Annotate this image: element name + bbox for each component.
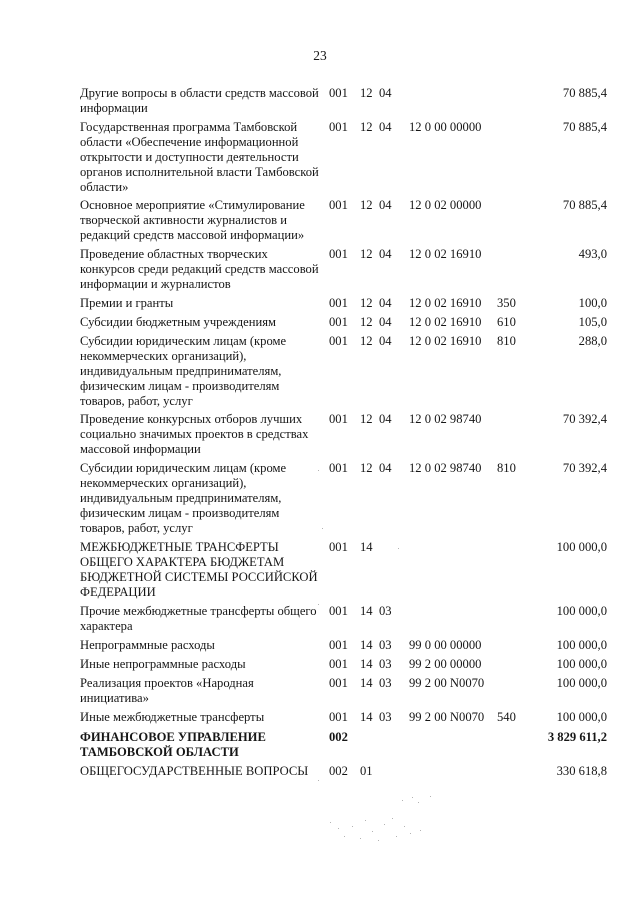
table-cell-name: Основное мероприятие «Стимулирование творческой активности журналистов и редакций средств массовой информации»: [80, 198, 305, 242]
table-cell-part: 001: [329, 412, 348, 426]
scan-speck: [410, 833, 411, 834]
table-cell-expense-type: 810: [497, 461, 516, 475]
scan-speck: [344, 836, 345, 837]
table-cell-amount: 105,0: [578, 315, 607, 329]
table-cell-amount: 100 000,0: [556, 638, 607, 652]
scan-speck: [404, 826, 405, 827]
table-cell-expense-type: 540: [497, 710, 516, 724]
table-cell-part: 001: [329, 198, 348, 212]
scan-speck: [396, 836, 397, 837]
table-cell-amount: 3 829 611,2: [547, 730, 607, 744]
table-cell-subsection: 04: [379, 247, 392, 261]
table-cell-amount: 70 392,4: [562, 461, 607, 475]
table-cell-amount: 330 618,8: [556, 764, 607, 778]
table-cell-part: 001: [329, 638, 348, 652]
table-cell-section: 12: [360, 296, 373, 310]
table-cell-section: 12: [360, 247, 373, 261]
table-cell-section: 14: [360, 540, 373, 554]
table-cell-section: 12: [360, 315, 373, 329]
table-cell-part: 001: [329, 296, 348, 310]
scan-speck: [318, 780, 319, 781]
table-cell-section: 14: [360, 710, 373, 724]
table-cell-part: 001: [329, 120, 348, 134]
table-cell-subsection: 03: [379, 638, 392, 652]
table-cell-target-article: 12 0 02 16910: [409, 315, 482, 329]
table-cell-target-article: 12 0 02 16910: [409, 247, 482, 261]
scan-speck: [365, 820, 366, 821]
scan-speck: [378, 840, 379, 841]
table-cell-subsection: 04: [379, 86, 392, 100]
table-cell-subsection: 04: [379, 461, 392, 475]
table-cell-section: 14: [360, 604, 373, 618]
table-cell-name: Иные непрограммные расходы: [80, 657, 246, 671]
page-number: 23: [313, 48, 327, 63]
table-cell-name: Субсидии юридическим лицам (кроме некоммерческих организаций), индивидуальным предпринимателям, физическим лицам - производителям товаров, работ, услуг: [80, 334, 287, 408]
table-cell-amount: 100 000,0: [556, 710, 607, 724]
table-cell-amount: 100 000,0: [556, 676, 607, 690]
table-cell-amount: 100 000,0: [556, 657, 607, 671]
table-cell-name: Непрограммные расходы: [80, 638, 215, 652]
table-cell-section: 12: [360, 120, 373, 134]
table-cell-target-article: 12 0 02 16910: [409, 334, 482, 348]
table-cell-part: 001: [329, 540, 348, 554]
table-cell-part: 002: [329, 764, 348, 778]
scan-speck: [372, 831, 373, 832]
table-cell-name: Премии и гранты: [80, 296, 174, 310]
table-cell-part: 002: [329, 730, 348, 744]
scan-speck: [330, 822, 331, 823]
table-cell-name: Реализация проектов «Народная инициатива»: [80, 676, 254, 705]
table-cell-expense-type: 810: [497, 334, 516, 348]
table-cell-subsection: 03: [379, 710, 392, 724]
table-cell-section: 12: [360, 86, 373, 100]
scan-speck: [430, 796, 431, 797]
table-cell-subsection: 04: [379, 412, 392, 426]
table-cell-amount: 100 000,0: [556, 604, 607, 618]
table-cell-target-article: 99 2 00 N0070: [409, 676, 485, 690]
table-cell-name: Другие вопросы в области средств массовой информации: [80, 86, 319, 115]
table-cell-subsection: 04: [379, 334, 392, 348]
table-cell-section: 12: [360, 412, 373, 426]
table-cell-amount: 493,0: [578, 247, 607, 261]
scan-speck: [418, 802, 419, 803]
scan-speck: [398, 548, 399, 549]
table-cell-target-article: 12 0 02 16910: [409, 296, 482, 310]
table-cell-subsection: 03: [379, 604, 392, 618]
table-cell-name: Проведение областных творческих конкурсов среди редакций средств массовой информации и журналистов: [80, 247, 319, 291]
table-cell-name: ОБЩЕГОСУДАРСТВЕННЫЕ ВОПРОСЫ: [80, 764, 309, 778]
table-cell-part: 001: [329, 657, 348, 671]
table-cell-part: 001: [329, 461, 348, 475]
table-cell-name: Субсидии бюджетным учреждениям: [80, 315, 276, 329]
scan-speck: [392, 818, 393, 819]
table-cell-subsection: 04: [379, 198, 392, 212]
table-cell-part: 001: [329, 315, 348, 329]
table-cell-target-article: 99 0 00 00000: [409, 638, 482, 652]
table-cell-amount: 70 885,4: [562, 120, 607, 134]
scan-speck: [412, 797, 413, 798]
table-cell-target-article: 12 0 02 00000: [409, 198, 482, 212]
table-cell-name: МЕЖБЮДЖЕТНЫЕ ТРАНСФЕРТЫ ОБЩЕГО ХАРАКТЕРА БЮДЖЕТАМ БЮДЖЕТНОЙ СИСТЕМЫ РОССИЙСКОЙ ФЕДЕРАЦИИ: [80, 540, 318, 599]
scan-speck: [338, 828, 339, 829]
table-cell-subsection: 04: [379, 296, 392, 310]
table-cell-subsection: 03: [379, 657, 392, 671]
table-cell-expense-type: 350: [497, 296, 516, 310]
table-cell-section: 01: [360, 764, 373, 778]
scan-speck: [420, 830, 421, 831]
table-cell-amount: 70 885,4: [562, 198, 607, 212]
table-cell-target-article: 12 0 02 98740: [409, 461, 482, 475]
table-cell-section: 12: [360, 198, 373, 212]
table-cell-name: Иные межбюджетные трансферты: [80, 710, 265, 724]
scan-speck: [322, 528, 323, 529]
table-cell-section: 14: [360, 638, 373, 652]
scan-speck: [402, 800, 403, 801]
table-cell-target-article: 12 0 02 98740: [409, 412, 482, 426]
scan-speck: [384, 824, 385, 825]
table-cell-target-article: 99 2 00 00000: [409, 657, 482, 671]
table-cell-part: 001: [329, 247, 348, 261]
table-cell-amount: 100 000,0: [556, 540, 607, 554]
table-cell-part: 001: [329, 604, 348, 618]
table-cell-target-article: 12 0 00 00000: [409, 120, 482, 134]
table-cell-section: 14: [360, 676, 373, 690]
table-cell-amount: 288,0: [578, 334, 607, 348]
table-cell-name: Государственная программа Тамбовской области «Обеспечение информационной открытости и доступности деятельности органов исполнительной власти Тамбовской области»: [80, 120, 319, 194]
table-cell-amount: 100,0: [578, 296, 607, 310]
table-cell-part: 001: [329, 86, 348, 100]
table-cell-part: 001: [329, 710, 348, 724]
scan-speck: [360, 838, 361, 839]
table-cell-section: 12: [360, 461, 373, 475]
table-cell-expense-type: 610: [497, 315, 516, 329]
scan-speck: [352, 826, 353, 827]
table-cell-name: Проведение конкурсных отборов лучших социально значимых проектов в средствах массовой информации: [80, 412, 309, 456]
table-cell-amount: 70 392,4: [562, 412, 607, 426]
table-cell-name: Прочие межбюджетные трансферты общего характера: [80, 604, 317, 633]
table-cell-part: 001: [329, 676, 348, 690]
table-cell-subsection: 04: [379, 315, 392, 329]
table-cell-section: 12: [360, 334, 373, 348]
table-cell-subsection: 03: [379, 676, 392, 690]
table-cell-subsection: 04: [379, 120, 392, 134]
table-cell-name: Субсидии юридическим лицам (кроме некоммерческих организаций), индивидуальным предпринимателям, физическим лицам - производителям товаров, работ, услуг: [80, 461, 287, 535]
table-cell-name: ФИНАНСОВОЕ УПРАВЛЕНИЕ ТАМБОВСКОЙ ОБЛАСТИ: [80, 730, 266, 759]
table-cell-target-article: 99 2 00 N0070: [409, 710, 485, 724]
table-cell-part: 001: [329, 334, 348, 348]
table-cell-section: 14: [360, 657, 373, 671]
table-cell-amount: 70 885,4: [562, 86, 607, 100]
